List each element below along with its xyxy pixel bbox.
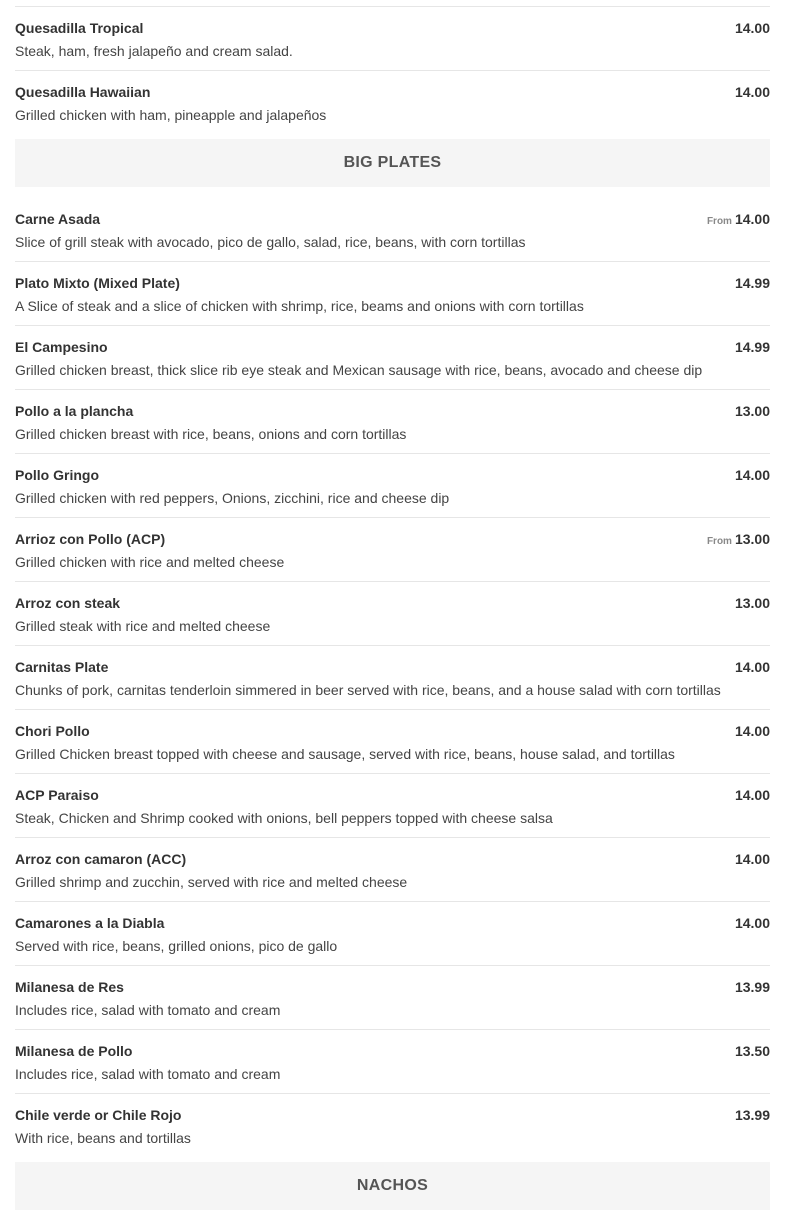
- item-name: Milanesa de Pollo: [15, 1043, 133, 1059]
- item-name: Camarones a la Diabla: [15, 915, 165, 931]
- item-price: [735, 595, 770, 611]
- menu-item[interactable]: [15, 902, 770, 966]
- top-divider: [15, 0, 770, 7]
- item-description: With rice, beans and tortillas: [15, 1130, 191, 1146]
- item-description: Grilled Chicken breast topped with cheese and sausage, served with rice, beans, house salad, and tortillas: [15, 746, 675, 762]
- item-price-value: 14.00: [734, 915, 770, 931]
- item-price-value: 13.00: [734, 531, 770, 547]
- big-plates-list: [15, 198, 770, 1157]
- quesadillas-list: [15, 7, 770, 134]
- item-price: [735, 1107, 770, 1123]
- section-header-nachos: NACHOS: [15, 1162, 770, 1210]
- item-description: Includes rice, salad with tomato and cream: [15, 1066, 281, 1082]
- menu-item[interactable]: [15, 710, 770, 774]
- item-name: Pollo a la plancha: [15, 403, 134, 419]
- price-from-label: From: [706, 536, 732, 547]
- item-name: Plato Mixto (Mixed Plate): [15, 275, 180, 291]
- menu-item[interactable]: [15, 1030, 770, 1094]
- menu-page: [15, 0, 770, 1210]
- item-price-value: 14.00: [734, 20, 770, 36]
- item-price-value: 14.99: [734, 339, 770, 355]
- item-price: [735, 1043, 770, 1059]
- item-price-value: 13.99: [734, 979, 770, 995]
- section-header-big-plates: BIG PLATES: [15, 139, 770, 187]
- item-name: Quesadilla Hawaiian: [15, 84, 151, 100]
- item-name: Arrioz con Pollo (ACP): [15, 531, 166, 547]
- item-price: [735, 275, 770, 291]
- item-price-value: 14.00: [734, 84, 770, 100]
- price-from-label: From: [706, 216, 732, 227]
- item-price-value: 13.99: [734, 1107, 770, 1123]
- menu-item[interactable]: [15, 7, 770, 71]
- menu-item[interactable]: [15, 71, 770, 134]
- item-name: Carnitas Plate: [15, 659, 109, 675]
- item-price: [735, 339, 770, 355]
- item-description: Includes rice, salad with tomato and cream: [15, 1002, 281, 1018]
- item-price: [735, 787, 770, 803]
- item-price: [735, 915, 770, 931]
- menu-item[interactable]: [15, 390, 770, 454]
- item-description: Slice of grill steak with avocado, pico de gallo, salad, rice, beans, with corn tortillas: [15, 234, 526, 250]
- item-description: Served with rice, beans, grilled onions, pico de gallo: [15, 938, 338, 954]
- item-price: [707, 531, 770, 550]
- item-description: Grilled chicken with ham, pineapple and jalapeños: [15, 107, 327, 123]
- item-price-value: 14.99: [734, 275, 770, 291]
- item-name: Chori Pollo: [15, 723, 90, 739]
- item-description: Grilled chicken breast, thick slice rib eye steak and Mexican sausage with rice, beans, avocado and cheese dip: [15, 362, 703, 378]
- item-name: Arroz con steak: [15, 595, 121, 611]
- item-name: Pollo Gringo: [15, 467, 99, 483]
- item-name: Carne Asada: [15, 211, 101, 227]
- item-name: Arroz con camaron (ACC): [15, 851, 187, 867]
- item-name: ACP Paraiso: [15, 787, 99, 803]
- item-price-value: 14.00: [734, 659, 770, 675]
- item-price: [735, 851, 770, 867]
- menu-item[interactable]: [15, 646, 770, 710]
- item-name: El Campesino: [15, 339, 108, 355]
- item-name: Milanesa de Res: [15, 979, 124, 995]
- menu-item[interactable]: [15, 262, 770, 326]
- item-name: Chile verde or Chile Rojo: [15, 1107, 182, 1123]
- item-price-value: 13.00: [734, 595, 770, 611]
- item-price-value: 13.00: [734, 403, 770, 419]
- item-price: [735, 403, 770, 419]
- item-price-value: 13.50: [734, 1043, 770, 1059]
- menu-item[interactable]: [15, 454, 770, 518]
- item-price: [735, 659, 770, 675]
- item-description: Chunks of pork, carnitas tenderloin simmered in beer served with rice, beans, and a house salad with corn tortillas: [15, 682, 721, 698]
- item-price: [735, 20, 770, 36]
- item-description: Grilled shrimp and zucchin, served with rice and melted cheese: [15, 874, 408, 890]
- item-description: Steak, ham, fresh jalapeño and cream salad.: [15, 43, 293, 59]
- menu-item[interactable]: [15, 774, 770, 838]
- menu-item[interactable]: [15, 326, 770, 390]
- item-description: A Slice of steak and a slice of chicken with shrimp, rice, beams and onions with corn tortillas: [15, 298, 584, 314]
- menu-item[interactable]: [15, 838, 770, 902]
- item-price: [707, 211, 770, 230]
- item-price: [735, 979, 770, 995]
- item-description: Grilled chicken with red peppers, Onions, zicchini, rice and cheese dip: [15, 490, 450, 506]
- menu-item[interactable]: [15, 966, 770, 1030]
- menu-item[interactable]: [15, 582, 770, 646]
- item-price-value: 14.00: [734, 467, 770, 483]
- item-description: Grilled steak with rice and melted cheese: [15, 618, 271, 634]
- item-description: Grilled chicken breast with rice, beans, onions and corn tortillas: [15, 426, 407, 442]
- item-price-value: 14.00: [734, 723, 770, 739]
- item-description: Grilled chicken with rice and melted cheese: [15, 554, 285, 570]
- menu-item[interactable]: [15, 518, 770, 582]
- item-name: Quesadilla Tropical: [15, 20, 144, 36]
- menu-item[interactable]: [15, 198, 770, 262]
- item-price: [735, 723, 770, 739]
- item-price-value: 14.00: [734, 851, 770, 867]
- item-price-value: 14.00: [734, 787, 770, 803]
- item-price: [735, 467, 770, 483]
- item-price: [735, 84, 770, 100]
- item-price-value: 14.00: [734, 211, 770, 227]
- menu-item[interactable]: [15, 1094, 770, 1157]
- item-description: Steak, Chicken and Shrimp cooked with onions, bell peppers topped with cheese salsa: [15, 810, 553, 826]
